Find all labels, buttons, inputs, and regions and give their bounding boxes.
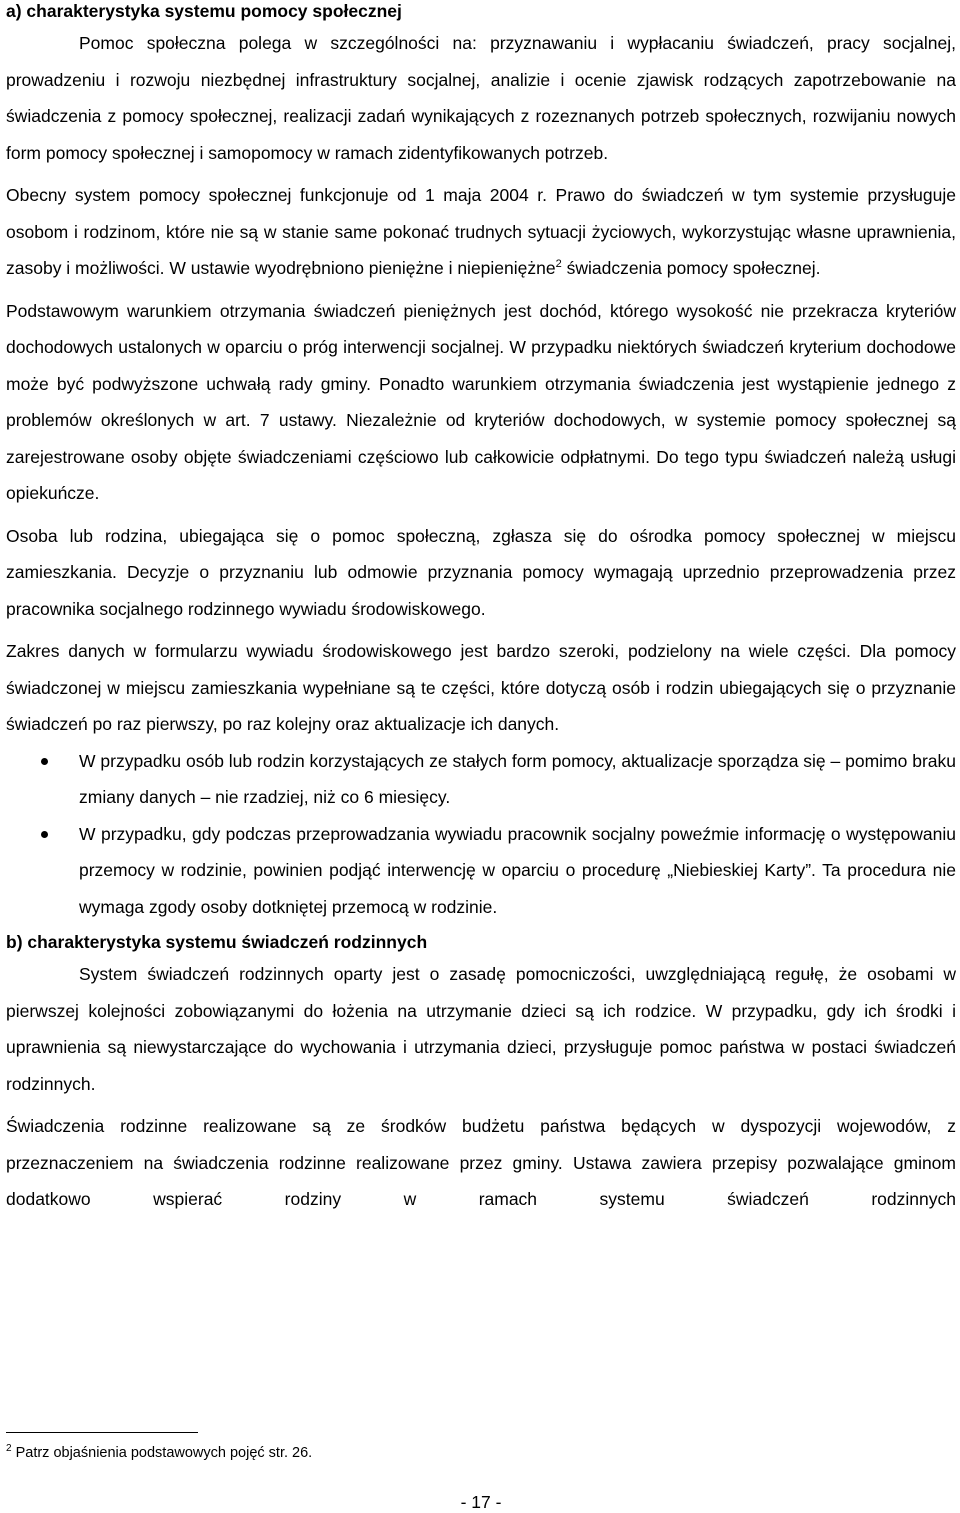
bullet-item	[6, 743, 956, 816]
page-number: - 17 -	[460, 1492, 502, 1512]
section-a-paragraph-3: Podstawowym warunkiem otrzymania świadczeń pieniężnych jest dochód, którego wysokość nie przekracza kryteriów dochodowych ustalonych w oparciu o próg interwencji socjalnej. W przypadku niektórych świadczeń kryterium dochodowe może być podwyższone uchwałą rady gminy. Ponadto warunkiem otrzymania świadczenia jest wystąpienie jednego z problemów określonych w art. 7 ustawy. Niezależnie od kryteriów dochodowych, w systemie pomocy społecznej są zarejestrowane osoby objęte świadczeniami częściowo lub całkowicie odpłatnymi. Do tego typu świadczeń należą usługi opiekuńcze.	[6, 300, 956, 503]
section-a-paragraph-5: Zakres danych w formularzu wywiadu środowiskowego jest bardzo szeroki, podzielony na wiele części. Dla pomocy świadczonej w miejscu zamieszkania wypełniane są te części, które dotyczą osób i rodzin ubiegających się o przyznanie świadczeń po raz pierwszy, po raz kolejny oraz aktualizacje ich danych.	[6, 641, 956, 734]
section-a-paragraph-1: Pomoc społeczna polega w szczególności na: przyznawaniu i wypłacaniu świadczeń, pracy socjalnej, prowadzeniu i rozwoju niezbędnej infrastruktury socjalnej, analizie i ocenie zjawisk rodzących zapotrzebowanie na świadczenia z pomocy społecznej, realizacji zadań wynikających z rozeznanych potrzeb społecznych, rozwijaniu nowych form pomocy społecznej i samopomocy w ramach zidentyfikowanych potrzeb.	[6, 33, 956, 163]
bullet-list	[6, 743, 956, 926]
footnote-text: Patrz objaśnienia podstawowych pojęć str. 26.	[11, 1445, 313, 1461]
section-b-heading: b) charakterystyka systemu świadczeń rodzinnych	[6, 932, 428, 952]
bullet-dot-icon	[41, 758, 48, 765]
bullet-dot-icon	[41, 831, 48, 838]
footnote	[6, 1444, 312, 1462]
footnote-reference: 2	[555, 258, 562, 270]
footnote-separator	[6, 1432, 198, 1433]
footnote-number: 2	[6, 1443, 12, 1454]
section-a-paragraph-2-tail: świadczenia pomocy społecznej.	[561, 258, 821, 278]
bullet-item	[6, 816, 956, 926]
document-page	[6, 0, 956, 1513]
section-a-paragraph-2	[6, 177, 956, 287]
section-b-paragraph-1: System świadczeń rodzinnych oparty jest o zasadę pomocniczości, uwzględniającą regułę, że osobami w pierwszej kolejności zobowiązanymi do łożenia na utrzymanie dzieci są ich rodzice. W przypadku, gdy ich środki i uprawnienia są niewystarczające do wychowania i utrzymania dzieci, przysługuje pomoc państwa w postaci świadczeń rodzinnych.	[6, 964, 956, 1094]
section-a-paragraph-4: Osoba lub rodzina, ubiegająca się o pomoc społeczną, zgłasza się do ośrodka pomocy społecznej w miejscu zamieszkania. Decyzje o przyznaniu lub odmowie przyznania pomocy wymagają uprzednio przeprowadzenia przez pracownika socjalnego rodzinnego wywiadu środowiskowego.	[6, 525, 956, 619]
section-a-paragraph-2-text: Obecny system pomocy społecznej funkcjonuje od 1 maja 2004 r. Prawo do świadczeń w tym systemie przysługuje osobom i rodzinom, które nie są w stanie same pokonać trudnych sytuacji życiowych, wykorzystując własne uprawnienia, zasoby i możliwości. W ustawie wyodrębniono pieniężne i niepieniężne	[6, 185, 956, 278]
section-a-heading: a) charakterystyka systemu pomocy społecznej	[6, 1, 402, 21]
section-b-paragraph-2: Świadczenia rodzinne realizowane są ze środków budżetu państwa będących w dyspozycji wojewodów, z przeznaczeniem na świadczenia rodzinne realizowane przez gminy. Ustawa zawiera przepisy pozwalające gminom dodatkowo wspierać rodziny w ramach systemu świadczeń rodzinnych	[6, 1116, 956, 1209]
bullet-item-text: W przypadku osób lub rodzin korzystających ze stałych form pomocy, aktualizacje sporządza się – pomimo braku zmiany danych – nie rzadziej, niż co 6 miesięcy.	[79, 750, 956, 807]
bullet-item-text: W przypadku, gdy podczas przeprowadzania wywiadu pracownik socjalny poweźmie informację o występowaniu przemocy w rodzinie, powinien podjąć interwencję w oparciu o procedurę „Niebieskiej Karty”. Ta procedura nie wymaga zgody osoby dotkniętej przemocą w rodzinie.	[79, 823, 956, 917]
